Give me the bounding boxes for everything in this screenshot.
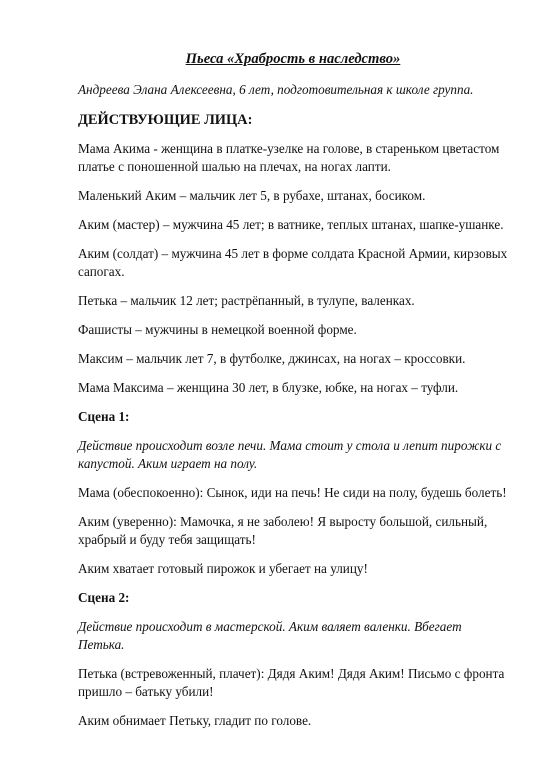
character-mama-maxima: Мама Максима – женщина 30 лет, в блузке, юбке, на ногах – туфли. [78, 380, 459, 395]
scene-2-line: Петька (встревоженный, плачет): Дядя Аким! Дядя Аким! Письмо с фронта пришло – батьку убили! [78, 666, 505, 699]
character-fascists: Фашисты – мужчины в немецкой военной форме. [78, 322, 357, 337]
character-mama-akima: Мама Акима - женщина в платке-узелке на голове, в стареньком цветастом платье с поношенной шалью на плечах, на ногах лапти. [78, 141, 500, 174]
character-akim-master: Аким (мастер) – мужчина 45 лет; в ватнике, теплых штанах, шапке-ушанке. [78, 217, 504, 232]
document-page [78, 50, 508, 741]
scene-1-heading: Сцена 1: [78, 409, 130, 424]
scene-1-line: Мама (обеспокоенно): Сынок, иди на печь! Не сиди на полу, будешь болеть! [78, 485, 507, 500]
scene-2-line: Аким обнимает Петьку, гладит по голове. [78, 713, 312, 728]
play-title: Пьеса «Храбрость в наследство» [185, 51, 401, 67]
scene-1-line: Аким (уверенно): Мамочка, я не заболею! Я выросту большой, сильный, храбрый и буду тебя защищать! [78, 514, 488, 547]
scene-1-direction: Действие происходит возле печи. Мама стоит у стола и лепит пирожки с капустой. Аким играет на полу. [78, 438, 502, 471]
character-akim-soldier: Аким (солдат) – мужчина 45 лет в форме солдата Красной Армии, кирзовых сапогах. [78, 246, 508, 279]
scene-2-direction: Действие происходит в мастерской. Аким валяет валенки. Вбегает Петька. [78, 619, 462, 652]
character-petka: Петька – мальчик 12 лет; растрёпанный, в тулупе, валенках. [78, 293, 415, 308]
scene-2-heading: Сцена 2: [78, 590, 130, 605]
character-small-akim: Маленький Аким – мальчик лет 5, в рубахе, штанах, босиком. [78, 188, 426, 203]
author-line: Андреева Элана Алексеевна, 6 лет, подготовительная к школе группа. [78, 82, 474, 97]
scene-1-line: Аким хватает готовый пирожок и убегает на улицу! [78, 561, 368, 576]
character-maxim: Максим – мальчик лет 7, в футболке, джинсах, на ногах – кроссовки. [78, 351, 466, 366]
characters-heading: ДЕЙСТВУЮЩИЕ ЛИЦА: [78, 112, 253, 128]
